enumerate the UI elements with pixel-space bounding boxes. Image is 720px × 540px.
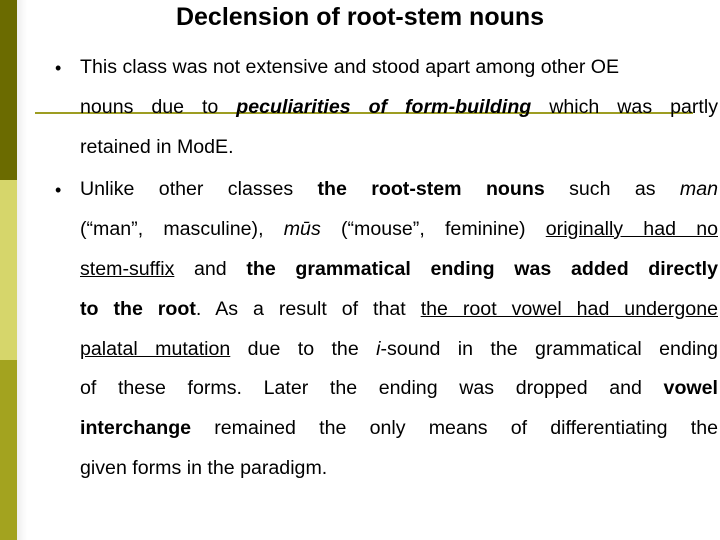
paragraph-2-line-3: stem-suffix and the grammatical ending was added directly — [80, 258, 718, 280]
bullet-icon: • — [55, 58, 62, 78]
paragraph-2-line-2: (“man”, masculine), mūs (“mouse”, feminine) originally had no — [80, 218, 718, 240]
decorative-band-middle — [0, 180, 17, 360]
paragraph-2-line-4: to the root. As a result of that the root vowel had undergone — [80, 298, 718, 320]
paragraph-2-line-6: of these forms. Later the ending was dropped and vowel — [80, 377, 718, 399]
paragraph-1-line-1: This class was not extensive and stood apart among other OE — [80, 56, 620, 78]
paragraph-2-line-1: Unlike other classes the root-stem nouns such as man — [80, 178, 718, 200]
paragraph-1-line-2: nouns due to peculiarities of form-building which was partly — [80, 96, 718, 118]
decorative-band-bottom — [0, 360, 17, 540]
paragraph-2-line-7: interchange remained the only means of differentiating the — [80, 417, 718, 439]
paragraph-2-line-8: given forms in the paradigm. — [80, 457, 328, 479]
decorative-edge-shadow — [17, 0, 27, 540]
paragraph-1-line-3: retained in ModE. — [80, 136, 234, 158]
bullet-icon: • — [55, 180, 62, 200]
paragraph-2-line-5: palatal mutation due to the i-sound in the grammatical ending — [80, 338, 718, 360]
emphasis-form-building: peculiarities of form-building — [236, 96, 532, 118]
slide-title: Declension of root-stem nouns — [175, 3, 545, 31]
